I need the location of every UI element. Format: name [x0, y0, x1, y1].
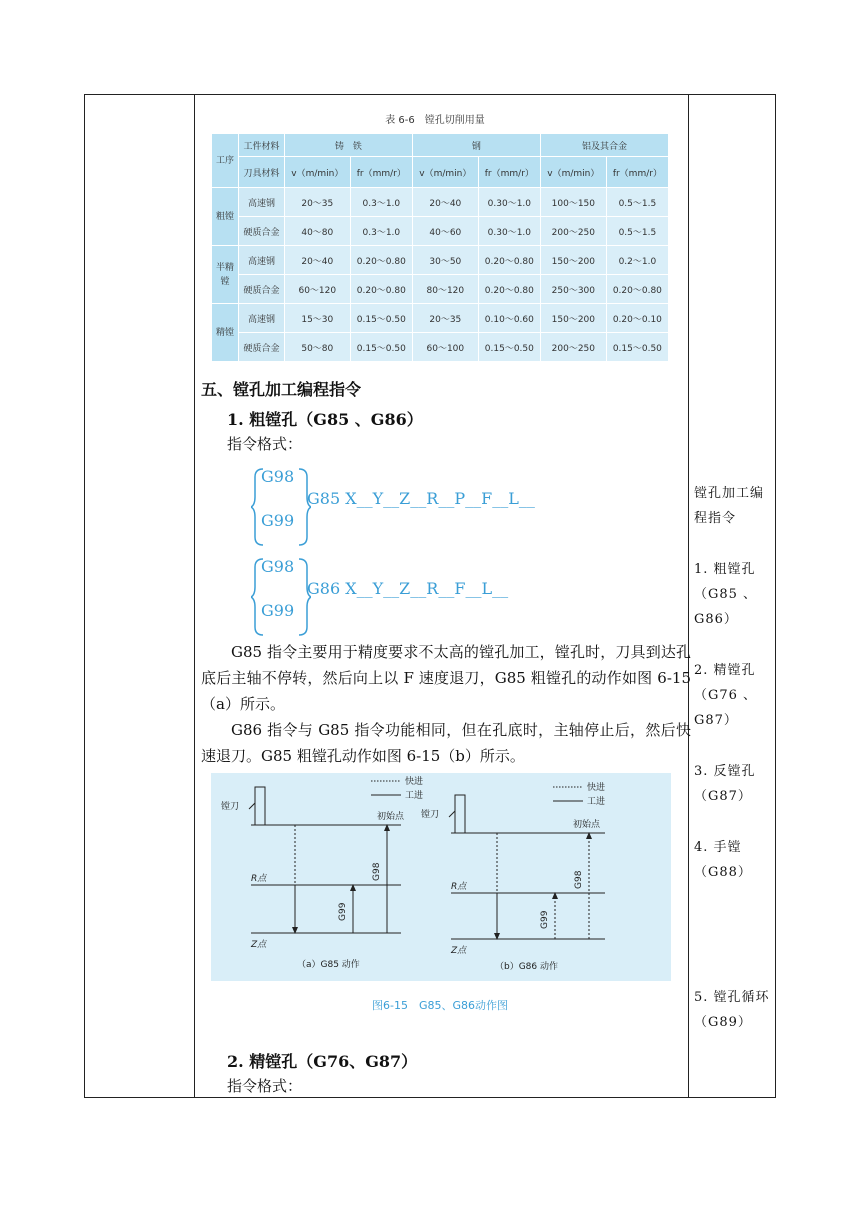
r-point: R点	[451, 882, 467, 892]
figure-caption: 图6-15 G85、G86动作图	[371, 999, 508, 1012]
figure-g85-g86	[211, 773, 671, 981]
column-divider-left	[194, 95, 195, 1097]
material-cast-iron: 铸 铁	[284, 134, 412, 157]
command-format-g85	[251, 467, 571, 547]
subfigure-a: （a）G85 动作	[297, 960, 360, 970]
g98-option: G98	[261, 467, 295, 486]
tool-cell: 硬质合金	[239, 333, 285, 362]
value-cell: 0.15～0.50	[478, 333, 540, 362]
sidebar-item: 3. 反镗孔（G87）	[694, 764, 756, 804]
subheader: fr（mm/r）	[606, 157, 668, 188]
value-cell: 20～35	[284, 188, 350, 217]
format-label: 指令格式：	[227, 1077, 303, 1095]
subfigure-b: （b）G86 动作	[495, 962, 559, 972]
value-cell: 30～50	[412, 246, 478, 275]
value-cell: 20～35	[412, 304, 478, 333]
table-row	[212, 275, 669, 304]
subsection-rough-boring: 1. 粗镗孔（G85 、G86）	[227, 410, 423, 429]
z-point: Z点	[451, 946, 467, 956]
sidebar-item: 1. 粗镗孔（G85 、G86）	[694, 562, 758, 627]
tool-label: 镗刀	[221, 802, 240, 812]
value-cell: 0.30～1.0	[478, 217, 540, 246]
subheader: fr（mm/r）	[478, 157, 540, 188]
op-finish: 精镗	[212, 304, 239, 362]
table-row	[212, 246, 669, 275]
material-aluminum: 铝及其合金	[540, 134, 668, 157]
value-cell: 0.5～1.5	[606, 217, 668, 246]
g98-option: G98	[261, 557, 295, 576]
sidebar-item: 2. 精镗孔（G76 、G87）	[694, 663, 758, 728]
value-cell: 80～120	[412, 275, 478, 304]
subheader: v（m/min）	[284, 157, 350, 188]
motion-diagram	[211, 773, 671, 981]
g99-option: G99	[261, 601, 295, 620]
header-material: 工件材料	[239, 134, 285, 157]
value-cell: 20～40	[284, 246, 350, 275]
g99-label: G99	[540, 910, 550, 929]
table-row	[212, 188, 669, 217]
value-cell: 0.2～1.0	[606, 246, 668, 275]
tool-cell: 高速钢	[239, 246, 285, 275]
value-cell: 0.15～0.50	[350, 333, 412, 362]
g98-label: G98	[574, 870, 584, 889]
value-cell: 0.15～0.50	[350, 304, 412, 333]
subsection-fine-boring: 2. 精镗孔（G76、G87）	[227, 1052, 418, 1071]
sidebar-title: 镗孔加工编程指令	[694, 486, 765, 526]
value-cell: 0.5～1.5	[606, 188, 668, 217]
value-cell: 40～80	[284, 217, 350, 246]
value-cell: 60～120	[284, 275, 350, 304]
value-cell: 150～200	[540, 304, 606, 333]
value-cell: 0.20～0.80	[478, 246, 540, 275]
g98-label: G98	[372, 862, 382, 881]
subheader: v（m/min）	[540, 157, 606, 188]
z-point: Z点	[251, 940, 267, 950]
material-steel: 钢	[412, 134, 540, 157]
value-cell: 40～60	[412, 217, 478, 246]
value-cell: 0.20～0.10	[606, 304, 668, 333]
value-cell: 100～150	[540, 188, 606, 217]
paragraph-g86: G86 指令与 G85 指令功能相同，但在孔底时，主轴停止后，然后快速退刀。G85 粗镗孔动作如图 6-15（b）所示。	[201, 721, 691, 765]
column-divider-right	[688, 95, 689, 1097]
value-cell: 0.20～0.80	[350, 275, 412, 304]
command-format-g86	[251, 557, 571, 637]
value-cell: 0.10～0.60	[478, 304, 540, 333]
table-row	[212, 333, 669, 362]
command-line: G85 X__Y__Z__R__P__F__L__	[307, 489, 535, 508]
value-cell: 250～300	[540, 275, 606, 304]
r-point: R点	[251, 874, 267, 884]
subheader: fr（mm/r）	[350, 157, 412, 188]
op-semi-finish: 半精镗	[212, 246, 239, 304]
sidebar-notes	[690, 95, 775, 1035]
header-process: 工序	[212, 134, 239, 188]
value-cell: 150～200	[540, 246, 606, 275]
panel-b	[421, 781, 605, 972]
panel-a	[221, 775, 423, 970]
tool-cell: 硬质合金	[239, 275, 285, 304]
g99-label: G99	[338, 902, 348, 921]
value-cell: 0.30～1.0	[478, 188, 540, 217]
value-cell: 0.20～0.80	[350, 246, 412, 275]
tool-cell: 高速钢	[239, 304, 285, 333]
value-cell: 20～40	[412, 188, 478, 217]
value-cell: 15～30	[284, 304, 350, 333]
format-label: 指令格式：	[227, 435, 303, 453]
value-cell: 0.15～0.50	[606, 333, 668, 362]
subheader: v（m/min）	[412, 157, 478, 188]
tool-cell: 硬质合金	[239, 217, 285, 246]
init-point: 初始点	[377, 812, 405, 822]
legend-rapid: 快进	[405, 777, 424, 787]
value-cell: 0.20～0.80	[478, 275, 540, 304]
op-rough: 粗镗	[212, 188, 239, 246]
value-cell: 0.20～0.80	[606, 275, 668, 304]
value-cell: 200～250	[540, 217, 606, 246]
command-line: G86 X__Y__Z__R__F__L__	[307, 579, 509, 598]
paragraph-g85: G85 指令主要用于精度要求不太高的镗孔加工，镗孔时，刀具到达孔底后主轴不停转，然后向上以 F 速度退刀，G85 粗镗孔的动作如图 6-15（a）所示。	[201, 643, 691, 713]
tool-cell: 高速钢	[239, 188, 285, 217]
legend-rapid: 快进	[587, 783, 606, 793]
legend-feed: 工进	[587, 797, 606, 807]
sidebar-item: 5. 镗孔循环（G89）	[694, 990, 770, 1030]
table-row	[212, 217, 669, 246]
init-point: 初始点	[573, 820, 601, 830]
g99-option: G99	[261, 511, 295, 530]
page-frame	[84, 94, 776, 1098]
value-cell: 60～100	[412, 333, 478, 362]
table-row	[212, 304, 669, 333]
section-title: 五、镗孔加工编程指令	[201, 380, 362, 399]
value-cell: 200～250	[540, 333, 606, 362]
value-cell: 50～80	[284, 333, 350, 362]
legend-feed: 工进	[405, 791, 424, 801]
cutting-parameters-table	[211, 133, 669, 362]
tool-label: 镗刀	[421, 810, 440, 820]
header-tool: 刀具材料	[239, 157, 285, 188]
table-caption: 表 6-6 镗孔切削用量	[385, 115, 485, 126]
value-cell: 0.3～1.0	[350, 217, 412, 246]
value-cell: 0.3～1.0	[350, 188, 412, 217]
sidebar-item: 4. 手镗（G88）	[694, 840, 752, 880]
